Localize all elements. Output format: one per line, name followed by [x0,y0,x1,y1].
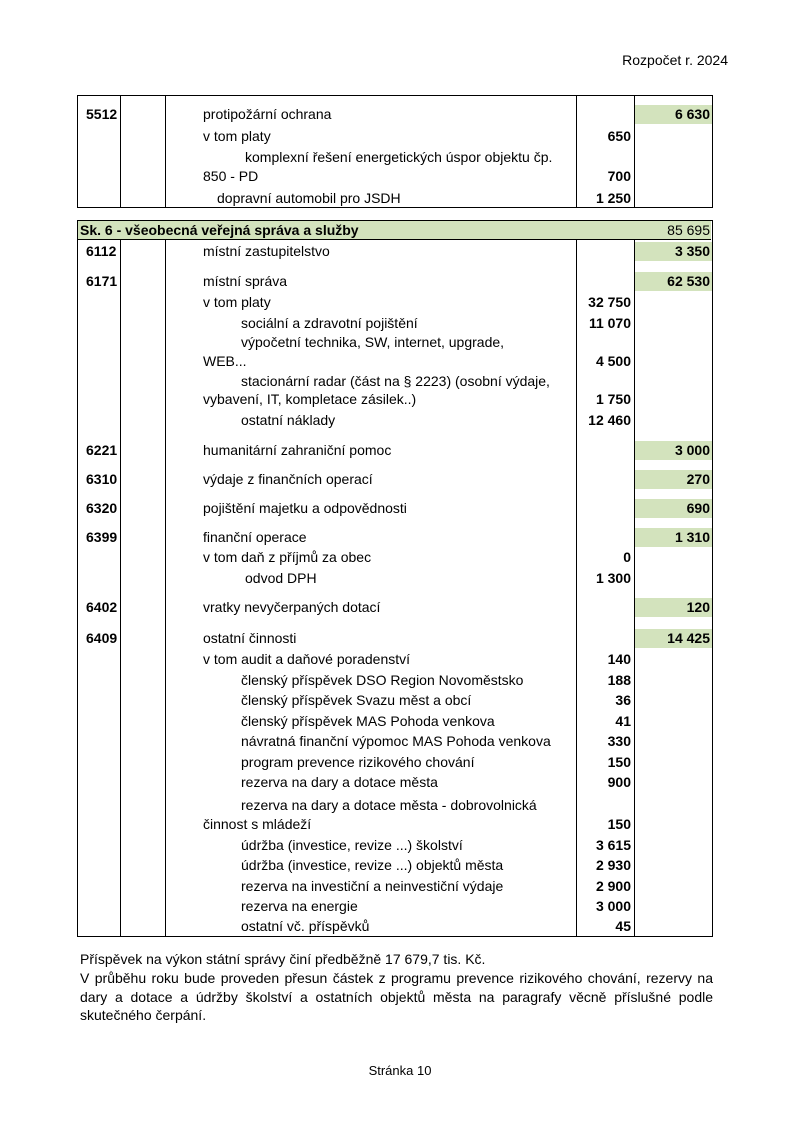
item-label: odvod DPH [245,570,317,586]
item-label: údržba (investice, revize ...) školství [241,837,463,853]
paragraph-code: 5512 [86,106,118,122]
paragraph-code: 6320 [86,500,118,516]
paragraph-title: místní správa [203,273,288,289]
paragraph-total: 1 310 [674,529,710,545]
item-label: členský příspěvek DSO Region Novoměstsko [241,672,524,688]
item-label: členský příspěvek Svazu měst a obcí [241,692,472,708]
item-label: rezerva na investiční a neinvestiční výdaje [241,878,504,894]
item-label-continued: WEB... [203,353,247,369]
item-value: 3 615 [595,837,631,853]
paragraph-total: 14 425 [667,630,710,646]
item-label: ostatní vč. příspěvků [241,918,370,934]
item-value: 2 930 [595,857,631,873]
paragraph-total: 3 000 [674,442,710,458]
item-label: v tom platy [203,128,271,144]
item-value: 900 [607,774,631,790]
item-label-continued: činnost s mládeží [203,816,312,832]
paragraph-code: 6171 [86,273,118,289]
paragraph-title: protipožární ochrana [203,106,332,122]
item-label: ostatní náklady [241,412,336,428]
item-value: 1 250 [595,190,631,206]
item-value: 2 900 [595,878,631,894]
item-label: dopravní automobil pro JSDH [217,190,401,206]
column-divider [165,240,166,936]
item-label: v tom platy [203,294,271,310]
paragraph-title: pojištění majetku a odpovědnosti [203,500,407,516]
budget-table-sk6 [77,220,713,937]
item-label: sociální a zdravotní pojištění [241,315,418,331]
paragraph-title: humanitární zahraniční pomoc [203,442,392,458]
item-value: 45 [615,918,631,934]
item-value: 1 300 [595,570,631,586]
item-label: návratná finanční výpomoc MAS Pohoda venkova [241,733,551,749]
item-value: 150 [607,754,631,770]
paragraph-title: ostatní činnosti [203,630,297,646]
paragraph-total: 6 630 [674,106,710,122]
paragraph-title: výdaje z finančních operací [203,471,373,487]
paragraph-total: 3 350 [674,243,710,259]
item-label: v tom audit a daňové poradenství [203,651,411,667]
section-title: Sk. 6 - všeobecná veřejná správa a služby [80,222,359,238]
paragraph-title: finanční operace [203,529,307,545]
item-label: komplexní řešení energetických úspor objektu čp. [245,149,553,165]
item-label-continued: 850 - PD [203,168,259,184]
item-value: 32 750 [588,294,631,310]
item-label: stacionární radar (část na § 2223) (osobní výdaje, [241,373,550,389]
item-value: 0 [623,549,631,565]
page-number: Stránka 10 [368,1063,432,1078]
paragraph-code: 6409 [86,630,118,646]
item-value: 41 [615,713,631,729]
paragraph-code: 6221 [86,442,118,458]
paragraph-total: 120 [686,599,710,615]
item-value: 330 [607,733,631,749]
item-label: údržba (investice, revize ...) objektů města [241,857,504,873]
column-divider [165,96,166,207]
item-value: 140 [607,651,631,667]
note-paragraph: V průběhu roku bude proveden přesun částek z programu prevence rizikového chování, rezervy na dary a dotace a údržby školství a ostatních objektů města na paragrafy věcně příslušné podle skutečného čerpání. [80,970,713,1023]
paragraph-total: 270 [686,471,710,487]
item-value: 11 070 [588,315,631,331]
item-label: členský příspěvek MAS Pohoda venkova [241,713,495,729]
paragraph-code: 6310 [86,471,118,487]
paragraph-total: 690 [686,500,710,516]
column-divider [634,240,635,936]
item-label: výpočetní technika, SW, internet, upgrade, [241,334,505,350]
note-paragraph: Příspěvek na výkon státní správy činí předběžně 17 679,7 tis. Kč. [80,951,486,967]
item-value: 700 [607,168,631,184]
page-header-title: Rozpočet r. 2024 [622,52,728,68]
paragraph-title: vratky nevyčerpaných dotací [203,599,381,615]
column-divider [120,240,121,936]
paragraph-code: 6402 [86,599,118,615]
item-value: 36 [615,692,631,708]
item-label-continued: vybavení, IT, kompletace zásilek..) [203,391,417,407]
paragraph-total: 62 530 [667,273,710,289]
item-value: 188 [607,672,631,688]
item-label: rezerva na dary a dotace města [241,774,438,790]
paragraph-title: místní zastupitelstvo [203,243,330,259]
item-value: 150 [607,816,631,832]
item-label: v tom daň z příjmů za obec [203,549,372,565]
item-label: rezerva na energie [241,898,358,914]
budget-table-5512 [77,95,713,208]
item-label: program prevence rizikového chování [241,754,475,770]
item-value: 4 500 [595,353,631,369]
item-value: 12 460 [588,412,631,428]
item-value: 1 750 [595,391,631,407]
paragraph-code: 6112 [86,243,117,259]
item-value: 3 000 [595,898,631,914]
item-value: 650 [607,128,631,144]
column-divider [120,96,121,207]
section-total: 85 695 [667,222,710,238]
paragraph-code: 6399 [86,529,118,545]
item-label: rezerva na dary a dotace města - dobrovolnická [241,797,537,813]
